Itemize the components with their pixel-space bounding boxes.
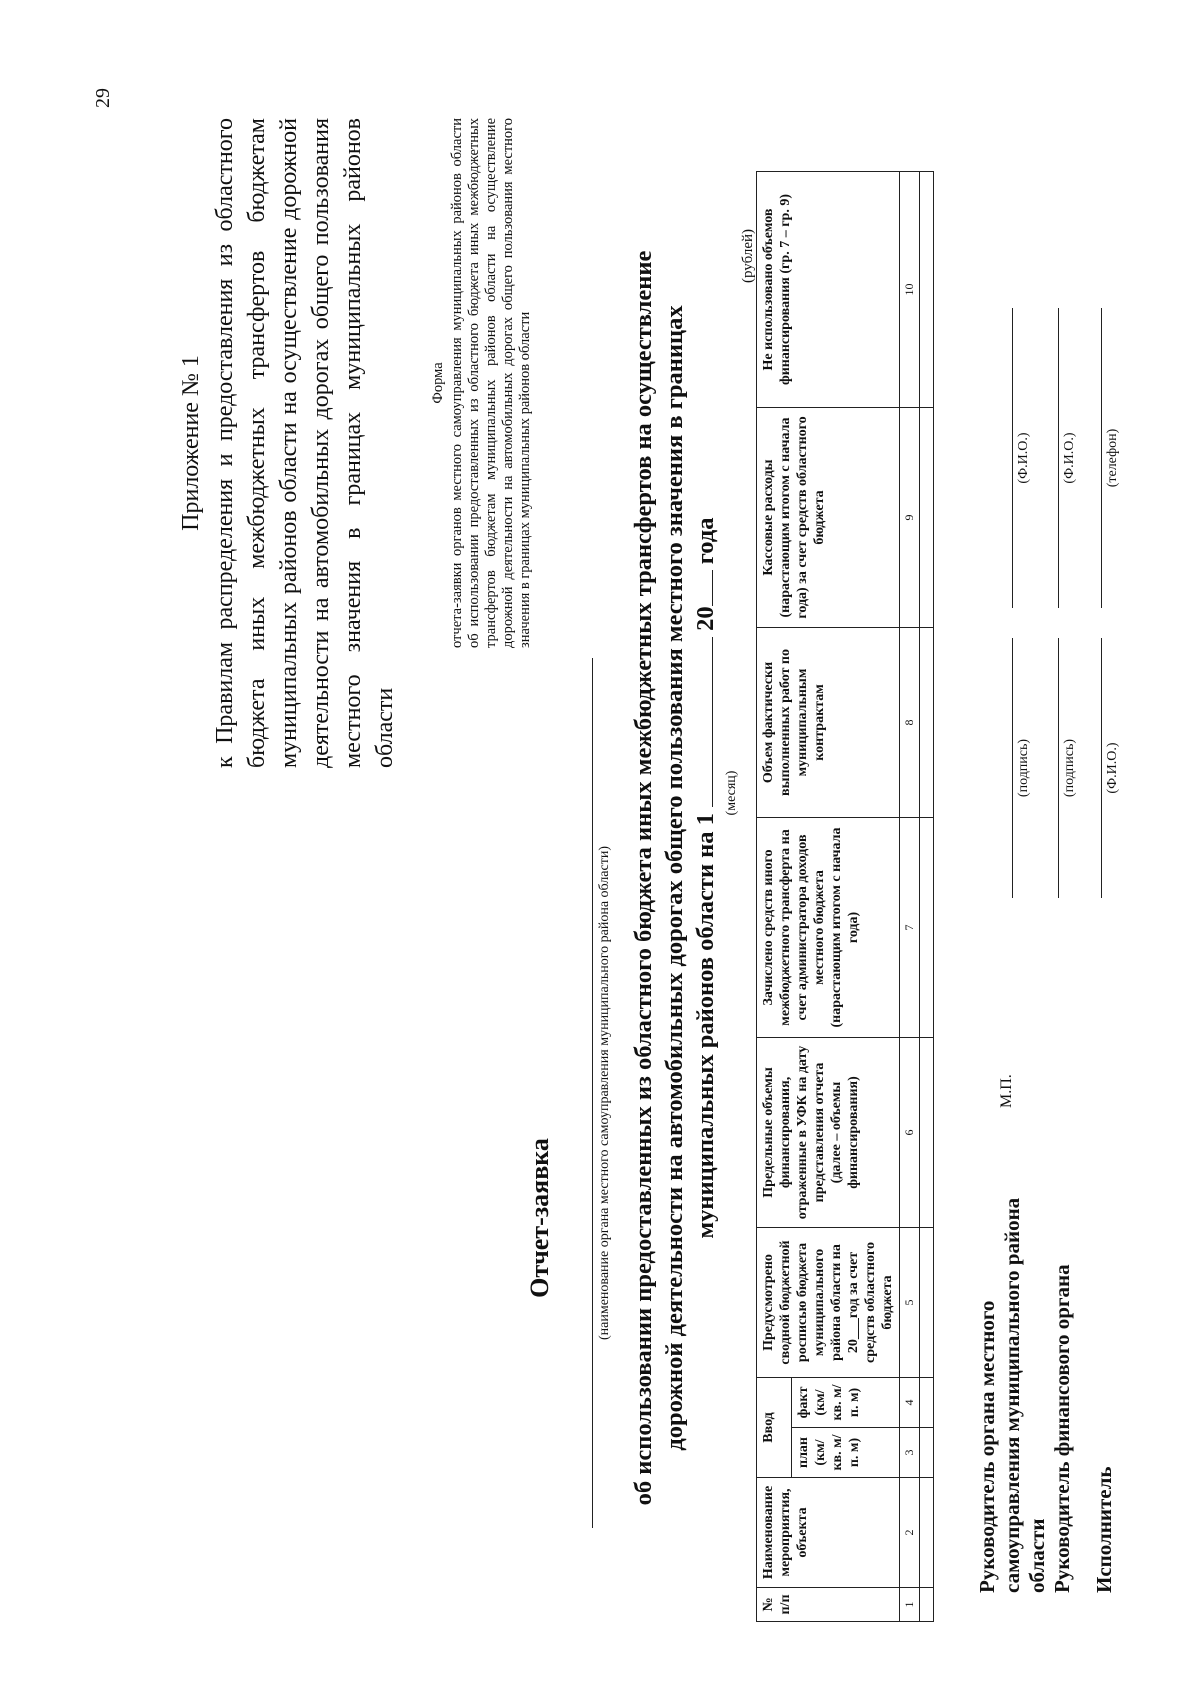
column-numbers-row	[900, 171, 920, 1621]
executor-phone-caption: (телефон)	[1105, 428, 1120, 488]
appendix-block	[175, 118, 401, 768]
org-name-line	[592, 658, 593, 1528]
table-cell	[920, 1227, 934, 1377]
table-cell	[920, 817, 934, 1037]
col-num: 3	[900, 1428, 920, 1478]
header-no: № п/п	[757, 1588, 900, 1622]
org-name-caption: (наименование органа местного самоуправления муниципального района области)	[597, 845, 612, 1341]
table-cell	[920, 171, 934, 407]
header-col5: Предусмотрено сводной бюджетной росписью бюджета муниципального района области на 20___год за счет средств областного бюджета	[757, 1227, 900, 1377]
report-subject	[628, 148, 721, 1608]
head-fio-caption: (Ф.И.О.)	[1016, 432, 1031, 484]
finance-sign-caption: (подпись)	[1062, 738, 1077, 798]
subject-line-1: об использовании предоставленных из областного бюджета иных межбюджетных трансфертов на осуществление	[630, 250, 657, 1506]
header-input: Ввод	[757, 1377, 792, 1477]
report-table	[756, 171, 934, 1622]
table-cell	[920, 407, 934, 627]
finance-signature-title: Руководитель финансового органа	[1050, 1264, 1074, 1593]
table-cell	[920, 1428, 934, 1478]
document-title: Отчет-заявка	[525, 1138, 554, 1298]
header-name: Наименование мероприятия, объекта	[757, 1478, 900, 1588]
subject-line-3-end: года	[692, 517, 719, 565]
finance-fio-caption: (Ф.И.О.)	[1062, 432, 1077, 484]
executor-fio-caption: (Ф.И.О.)	[1105, 742, 1120, 794]
subject-line-3-start: муниципальных районов области на 1	[692, 813, 719, 1239]
header-col6: Предельные объемы финансирования, отраженные в УФК на дату представления отчета (далее – объемы финансирования)	[757, 1037, 900, 1227]
header-col10: Не использовано объемов финансирования (гр. 7 – гр. 9)	[757, 171, 900, 407]
col-num: 6	[900, 1037, 920, 1227]
col-num: 5	[900, 1227, 920, 1377]
month-blank	[692, 637, 713, 807]
header-fact: факт (км/ кв. м/ п. м)	[791, 1377, 899, 1427]
executor-phone-line	[1101, 308, 1102, 608]
finance-fio-line	[1058, 308, 1059, 608]
col-num: 9	[900, 407, 920, 627]
subject-line-2: дорожной деятельности на автомобильных дорогах общего пользования местного значения в границах	[661, 305, 688, 1451]
col-num: 4	[900, 1377, 920, 1427]
year-blank	[692, 570, 713, 606]
executor-fio-line	[1101, 638, 1102, 898]
head-fio-line	[1012, 308, 1013, 608]
head-signature-title: Руководитель органа местного самоуправления муниципального района области	[975, 1197, 1049, 1593]
finance-sign-line	[1058, 638, 1059, 898]
head-sign-caption: (подпись)	[1016, 738, 1031, 798]
form-title: Форма	[430, 362, 446, 404]
appendix-title: Приложение № 1	[178, 355, 204, 531]
head-sign-line	[1012, 638, 1013, 898]
col-num: 2	[900, 1478, 920, 1588]
col-num: 7	[900, 817, 920, 1037]
year-prefix: 20	[692, 606, 719, 631]
form-text: отчета-заявки органов местного самоуправления муниципальных районов области об использовании предоставленных из областного бюджета иных межбюджетных трансфертов бюджетам муниципальных районов области на осуществление дорожной деятельности на автомобильных дорогах общего пользования местного значения в границах муниципальных районов области	[449, 118, 533, 648]
table-cell	[920, 1037, 934, 1227]
unit-label: (рублей)	[740, 228, 756, 283]
form-block	[430, 118, 534, 648]
col-num: 8	[900, 627, 920, 817]
rotated-document-sheet	[40, 28, 1160, 1668]
header-plan: план (км/ кв. м/ п. м)	[791, 1428, 899, 1478]
table-cell	[920, 627, 934, 817]
col-num: 1	[900, 1588, 920, 1622]
empty-table-row	[920, 171, 934, 1621]
month-caption: (месяц)	[724, 770, 739, 816]
header-col7: Зачислено средств иного межбюджетного трансферта на счет администратора доходов местного бюджета (нарастающим итогом с начала года)	[757, 817, 900, 1037]
header-col9: Кассовые расходы (нарастающим итогом с начала года) за счет средств областного бюджета	[757, 407, 900, 627]
header-col8: Объем фактически выполненных работ по муниципальным контрактам	[757, 627, 900, 817]
table-cell	[920, 1588, 934, 1622]
page-number: 29	[92, 88, 114, 108]
stamp-mark: М.П.	[998, 1074, 1015, 1108]
subject-line-3	[690, 148, 721, 1608]
appendix-text: к Правилам распределения и предоставления из областного бюджета иных межбюджетных трансфертов бюджетам муниципальных районов области на осуществление дорожной деятельности на автомобильных дорогах общего пользования местного значения в границах муниципальных районов области	[212, 118, 398, 768]
executor-signature-title: Исполнитель	[1092, 1466, 1116, 1593]
table-cell	[920, 1478, 934, 1588]
col-num: 10	[900, 171, 920, 407]
table-cell	[920, 1377, 934, 1427]
